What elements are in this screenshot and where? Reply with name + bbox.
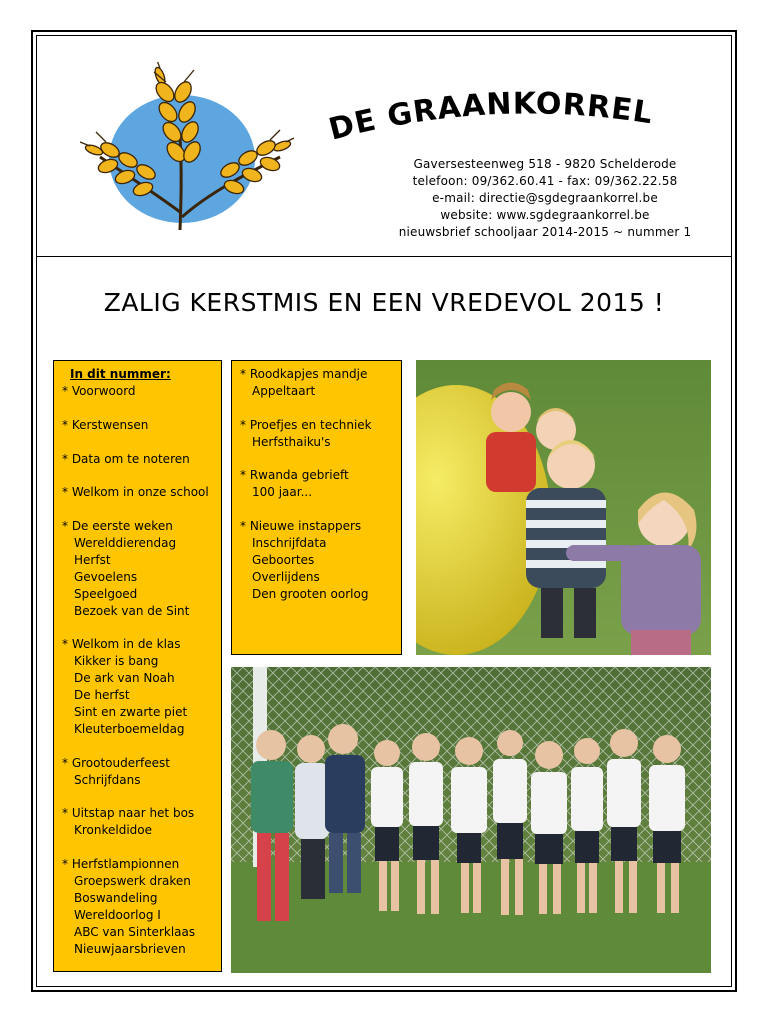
toc-subentry: Wereldoorlog I xyxy=(74,907,161,922)
toc-entry xyxy=(62,518,221,619)
toc-subentry: Speelgoed xyxy=(74,586,138,601)
toc-entry xyxy=(62,417,221,434)
toc-entry xyxy=(62,755,221,789)
toc-entry-title: * Herfstlampionnen xyxy=(62,857,180,872)
address-line: Gaversesteenweg 518 - 9820 Schelderode xyxy=(413,157,677,171)
wheat-logo-icon xyxy=(80,62,295,237)
toc-subentry: Kronkeldidoe xyxy=(74,823,153,838)
toc-subentry: Kleuterboemeldag xyxy=(74,721,185,736)
toc-subentry: Appeltaart xyxy=(252,383,316,398)
toc-entry xyxy=(62,383,221,400)
toc-entry-title: * Roodkapjes mandje xyxy=(240,367,368,381)
toc-box-right xyxy=(231,360,402,655)
toc-subentry: Schrijfdans xyxy=(74,772,141,787)
toc-entry xyxy=(62,484,221,501)
website-line: website: www.sgdegraankorrel.be xyxy=(440,208,650,222)
toc-entry-title: * Welkom in onze school xyxy=(62,485,209,500)
svg-text:DE GRAANKORREL xyxy=(328,86,656,147)
toc-subentry: Kikker is bang xyxy=(74,654,159,669)
toc-subentry: Nieuwjaarsbrieven xyxy=(74,941,186,956)
toc-subentry: De herfst xyxy=(74,688,130,703)
toc-entry-title: * Proefjes en techniek xyxy=(240,417,372,432)
toc-entry xyxy=(240,417,401,451)
toc-entry-title: * Data om te noteren xyxy=(62,451,190,466)
toc-entry-title: * Welkom in de klas xyxy=(62,637,181,652)
toc-entry xyxy=(240,366,401,400)
phone-fax-line: telefoon: 09/362.60.41 - fax: 09/362.22.58 xyxy=(412,174,678,188)
toc-entry xyxy=(240,518,401,603)
toc-subentry: Herfsthaiku's xyxy=(252,434,331,449)
toc-entry xyxy=(62,451,221,468)
toc-subentry: Geboortes xyxy=(252,552,315,567)
toc-subentry: 100 jaar... xyxy=(252,485,313,500)
toc-subentry: Sint en zwarte piet xyxy=(74,705,188,720)
toc-subentry: Herfst xyxy=(74,552,111,567)
toc-entry xyxy=(62,805,221,839)
toc-subentry: Boswandeling xyxy=(74,890,158,905)
toc-subentry: Inschrijfdata xyxy=(252,536,327,551)
toc-subentry: Bezoek van de Sint xyxy=(74,603,190,618)
header-divider xyxy=(36,256,732,257)
toc-entry xyxy=(62,856,221,957)
toc-subentry: Werelddierendag xyxy=(74,536,177,550)
toc-subentry: ABC van Sinterklaas xyxy=(74,924,196,939)
toc-entry xyxy=(240,467,401,501)
toc-column-left xyxy=(62,383,221,958)
toc-entry-title: * Voorwoord xyxy=(62,383,136,398)
toc-entry-title: * Kerstwensen xyxy=(62,417,149,432)
email-line: e-mail: directie@sgdegraankorrel.be xyxy=(432,191,658,205)
toc-entry-title: * Grootouderfeest xyxy=(62,755,170,770)
headline: ZALIG KERSTMIS EN EEN VREDEVOL 2015 ! xyxy=(103,288,665,317)
toc-entry-title: * De eerste weken xyxy=(62,519,173,534)
newsletter-title xyxy=(328,78,728,168)
toc-subentry: De ark van Noah xyxy=(74,671,175,686)
toc-entry xyxy=(62,636,221,737)
toc-subentry: Den grooten oorlog xyxy=(252,586,369,601)
toc-subentry: Overlijdens xyxy=(252,569,320,584)
toc-heading: In dit nummer: xyxy=(70,367,171,381)
toc-entry-title: * Rwanda gebrieft xyxy=(240,468,349,483)
children-with-ball-photo xyxy=(416,360,711,655)
newsletter-title-text: DE GRAANKORREL xyxy=(328,86,656,148)
issue-line: nieuwsbrief schooljaar 2014-2015 ~ nummer 1 xyxy=(398,225,692,239)
school-contact-block xyxy=(380,156,710,241)
toc-entry-title: * Nieuwe instappers xyxy=(240,519,362,534)
toc-column-right xyxy=(240,366,401,603)
toc-subentry: Gevoelens xyxy=(74,569,138,584)
group-photo-goal xyxy=(231,667,711,973)
toc-box-left xyxy=(53,360,222,972)
toc-entry-title: * Uitstap naar het bos xyxy=(62,806,195,821)
toc-subentry: Groepswerk draken xyxy=(74,874,191,889)
